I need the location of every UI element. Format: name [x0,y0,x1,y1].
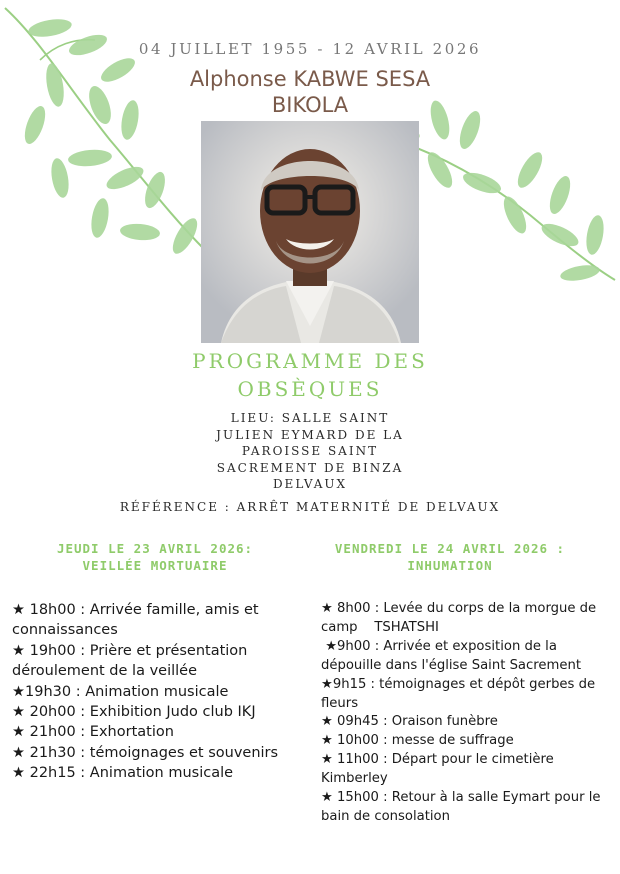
schedule-item: ★ 10h00 : messe de suffrage [321,733,514,749]
venue-line: DELVAUX [272,477,348,491]
day1-heading [40,540,270,574]
name-line-2: BIKOLA [271,93,349,117]
venue-line: SACREMENT DE BINZA [216,460,404,475]
day1-schedule-list [12,600,302,784]
programme-title-line-2: OBSÈQUES [237,377,383,401]
schedule-item: ★9h15 : témoignages et dépôt gerbes de fleurs [321,676,600,711]
venue-line: JULIEN EYMARD DE LA [216,427,404,442]
schedule-item: ★ 21h30 : témoignages et souvenirs [12,744,279,761]
programme-title-line-1: PROGRAMME DES [192,349,428,373]
name-line-1: Alphonse KABWE SESA [189,67,431,91]
day2-heading-event: INHUMATION [407,558,493,573]
venue-line: LIEU: SALLE SAINT [230,411,390,425]
schedule-item: ★ 22h15 : Animation musicale [12,765,234,782]
schedule-item: ★ 11h00 : Départ pour le cimetière Kimberley [321,752,558,787]
programme-title [0,347,620,403]
schedule-item: ★ 09h45 : Oraison funèbre [321,714,498,730]
life-dates: 04 JUILLET 1955 - 12 AVRIL 2026 [138,40,482,58]
day2-heading-date: VENDREDI LE 24 AVRIL 2026 : [334,541,566,556]
reference-text: RÉFÉRENCE : ARRÊT MATERNITÉ DE DELVAUX [119,500,501,514]
day1-heading-date: JEUDI LE 23 AVRIL 2026: [56,541,254,556]
schedule-item: ★ 15h00 : Retour à la salle Eymart pour le bain de consolation [321,790,605,824]
day2-heading [315,540,585,574]
schedule-item: ★ 18h00 : Arrivée famille, amis et connaissances [12,602,264,639]
schedule-item: ★ 8h00 : Levée du corps de la morgue de camp TSHATSHI [321,601,601,635]
schedule-item: ★ 21h00 : Exhortation [12,724,174,741]
portrait-photo [201,121,419,343]
deceased-name [0,66,620,118]
day1-heading-event: VEILLÉE MORTUAIRE [82,558,228,573]
venue-line: PAROISSE SAINT [241,444,379,458]
day2-schedule-list [321,600,606,827]
schedule-item: ★ 20h00 : Exhibition Judo club IKJ [12,704,256,721]
schedule-item: ★19h30 : Animation musicale [12,683,229,700]
schedule-item: ★9h00 : Arrivée et exposition de la dépouille dans l'église Saint Sacrement [321,638,582,673]
venue-text [0,410,620,493]
schedule-item: ★ 19h00 : Prière et présentation déroulement de la veillée [12,642,252,680]
